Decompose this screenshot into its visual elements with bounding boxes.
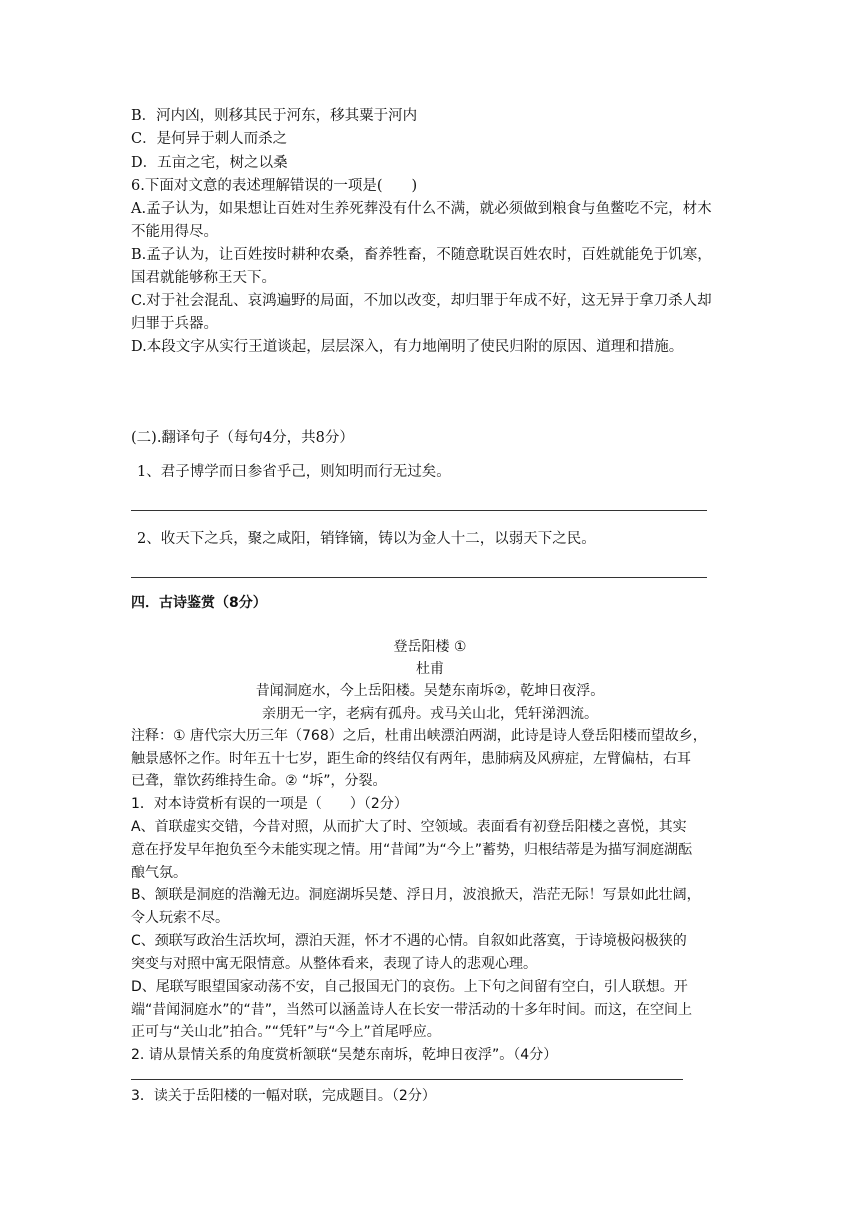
- q6-stem: 6.下面对文意的表述理解错误的一项是( ): [131, 178, 418, 194]
- q5-option-b: B．河内凶，则移其民于河东，移其粟于河内: [131, 108, 418, 124]
- q6-option-b: B.孟子认为，让百姓按时耕种农桑，畜养牲畜，不随意耽误百姓农时，百姓就能免于饥寒，: [131, 247, 712, 263]
- poem-note: 注释：① 唐代宗大历三年（768）之后，杜甫出峡漂泊两湖，此诗是诗人登岳阳楼而望故乡，: [131, 728, 707, 744]
- poetry-q1-option-b: B、颔联是洞庭的浩瀚无边。洞庭湖坼吴楚、浮日月，波浪掀天，浩茫无际！写景如此壮阔，: [131, 887, 701, 903]
- poem-line-2: 亲朋无一字，老病有孤舟。戎马关山北，凭轩涕泗流。: [262, 706, 598, 722]
- translation-heading: (二).翻译句子（每句4分，共8分）: [131, 430, 354, 446]
- poem-note-cont: 已聋，靠饮药维持生命。② “坼”，分裂。: [131, 773, 387, 789]
- q6-option-c: C.对于社会混乱、哀鸿遍野的局面，不加以改变，却归罪于年成不好，这无异于拿刀杀人却: [131, 293, 712, 309]
- poetry-q1-option-d-cont: 正可与“关山北”拍合。”“凭轩”与“今上”首尾呼应。: [131, 1024, 441, 1040]
- poetry-q1-option-d: D、尾联写眼望国家动荡不安，自己报国无门的哀伤。上下句之间留有空白，引人联想。开: [131, 979, 688, 995]
- poem-line-1: 昔闻洞庭水，今上岳阳楼。吴楚东南坼②，乾坤日夜浮。: [255, 683, 605, 699]
- q6-option-a-cont: 不能用得尽。: [131, 224, 218, 240]
- translation-sentence-1: 1、君子博学而日参省乎己，则知明而行无过矣。: [137, 464, 451, 480]
- poetry-q1-option-c-cont: 突变与对照中寓无限情意。从整体看来，表现了诗人的悲观心理。: [131, 956, 537, 972]
- q6-option-b-cont: 国君就能够称王天下。: [131, 270, 276, 286]
- poetry-q2: 2. 请从景情关系的角度赏析颔联“吴楚东南坼，乾坤日夜浮”。（4分）: [131, 1047, 558, 1063]
- poetry-q1-stem: 1．对本诗赏析有误的一项是（ ）（2分）: [131, 796, 408, 812]
- poetry-q1-option-a-cont: 酿气氛。: [131, 865, 187, 881]
- poetry-q3: 3．读关于岳阳楼的一幅对联，完成题目。（2分）: [131, 1088, 436, 1104]
- q6-option-d: D.本段文字从实行王道谈起，层层深入，有力地阐明了使民归附的原因、道理和措施。: [131, 339, 684, 355]
- poetry-heading: 四．古诗鉴赏（8分）: [131, 595, 267, 611]
- answer-line-3[interactable]: [131, 1079, 683, 1080]
- q6-option-a: A.孟子认为，如果想让百姓对生养死葬没有什么不满，就必须做到粮食与鱼鳖吃不完，材木: [131, 201, 712, 217]
- poem-note-cont: 触景感怀之作。时年五十七岁，距生命的终结仅有两年，患肺病及风痹症，左臂偏枯，右耳: [131, 751, 691, 767]
- poetry-q1-option-d-cont: 端“昔闻洞庭水”的“昔”，当然可以涵盖诗人在长安一带活动的十多年时间。而这，在空间上: [131, 1002, 693, 1018]
- answer-line-2[interactable]: [131, 577, 707, 578]
- poem-author: 杜甫: [416, 661, 444, 677]
- poetry-q1-option-b-cont: 令人玩索不尽。: [131, 910, 229, 926]
- q5-option-c: C．是何异于刺人而杀之: [131, 131, 288, 147]
- poem-title: 登岳阳楼 ①: [393, 639, 467, 655]
- translation-sentence-2: 2、收天下之兵，聚之咸阳，销锋镝，铸以为金人十二，以弱天下之民。: [137, 531, 596, 547]
- poetry-q1-option-a-cont: 意在抒发早年抱负至今未能实现之情。用“昔闻”为“今上”蓄势，归根结蒂是为描写洞庭湖酝: [131, 842, 693, 858]
- q5-option-d: D．五亩之宅，树之以桑: [131, 155, 288, 171]
- answer-line-1[interactable]: [131, 510, 707, 511]
- q6-option-c-cont: 归罪于兵器。: [131, 316, 218, 332]
- poetry-q1-option-a: A、首联虚实交错，今昔对照，从而扩大了时、空领域。表面看有初登岳阳楼之喜悦，其实: [131, 819, 687, 835]
- poetry-q1-option-c: C、颈联写政治生活坎坷，漂泊天涯，怀才不遇的心情。自叙如此落寞，于诗境极闷极狭的: [131, 933, 687, 949]
